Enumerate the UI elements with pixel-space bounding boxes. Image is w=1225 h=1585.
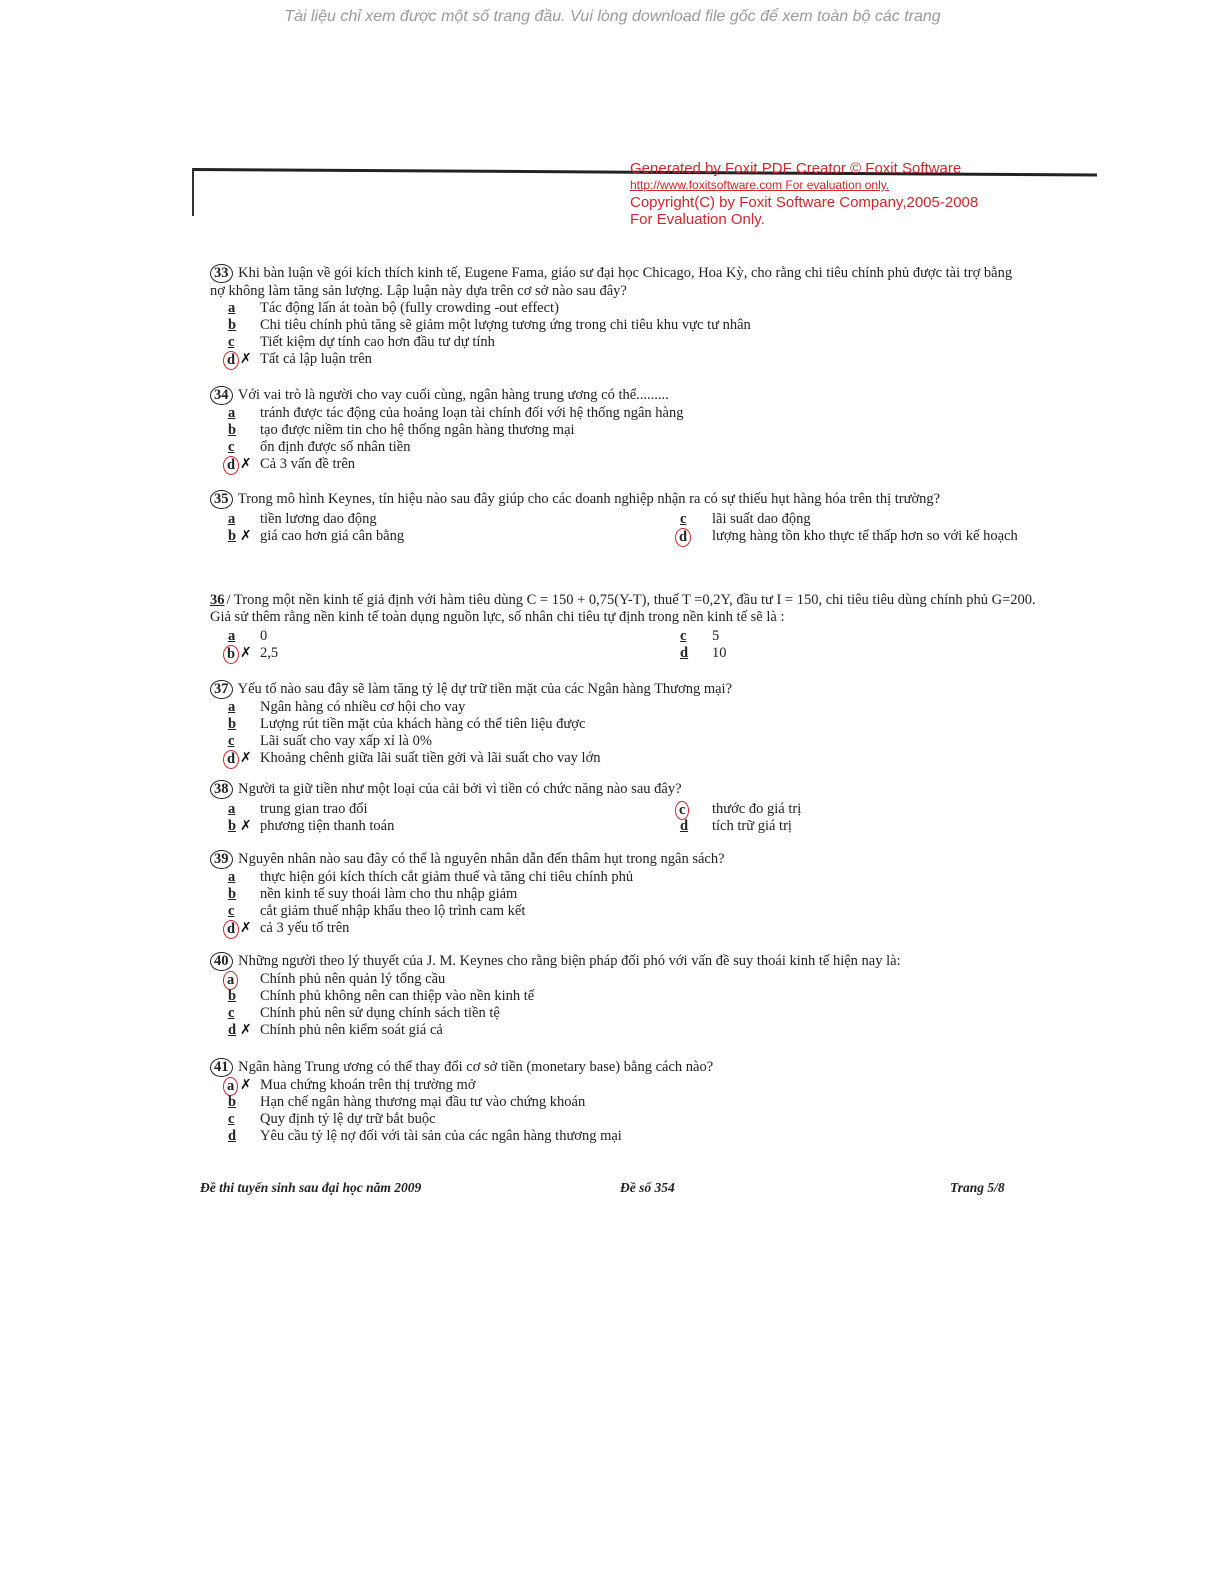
option-text: Khoảng chênh giữa lãi suất tiền gởi và lãi suất cho vay lớn	[260, 750, 601, 766]
option-letter-circled: d	[223, 456, 239, 475]
question-number: 38	[210, 780, 233, 799]
option-d-selected	[228, 920, 1030, 937]
option-letter: a	[228, 628, 236, 644]
option-a-selected	[228, 971, 1030, 988]
option-text: 2,5	[260, 645, 279, 661]
option-letter-circled: a	[223, 1077, 238, 1096]
question-39	[210, 850, 1030, 937]
option-text: giá cao hơn giá cân bằng	[260, 528, 405, 544]
option-text: Tất cả lập luận trên	[260, 351, 372, 367]
option-d-selected	[228, 456, 1030, 473]
option-text: tạo được niềm tin cho hệ thống ngân hàng thương mại	[260, 422, 575, 438]
option-b-selected	[228, 645, 628, 662]
option-text: 0	[260, 628, 268, 644]
option-letter: b	[228, 886, 237, 902]
preview-notice: Tài liệu chỉ xem được một số trang đầu. Vui lòng download file gốc để xem toàn bộ các trang	[284, 8, 941, 25]
footer-exam-code: Đề số 354	[620, 1180, 675, 1195]
scanned-page	[190, 160, 1100, 1220]
footer-exam-title: Đề thi tuyển sinh sau đại học năm 2009	[200, 1180, 422, 1195]
option-a	[228, 300, 1030, 317]
option-letter-circled: d	[223, 920, 239, 939]
option-letter: c	[228, 903, 235, 919]
foxit-watermark	[630, 160, 978, 228]
option-letter: b	[228, 988, 237, 1004]
option-letter: b	[228, 818, 237, 834]
option-letter: d	[228, 1022, 237, 1038]
question-number: 34	[210, 386, 233, 405]
option-text: Lãi suất cho vay xấp xỉ là 0%	[260, 733, 432, 749]
option-a	[228, 801, 628, 818]
option-text: tích trữ giá trị	[712, 818, 792, 834]
footer-page-number: Trang 5/8	[950, 1180, 1005, 1195]
watermark-line-1: Generated by Foxit PDF Creator © Foxit Software	[630, 160, 962, 177]
question-number: 33	[210, 264, 233, 283]
option-b	[228, 317, 1030, 334]
question-number: 40	[210, 952, 233, 971]
option-text: Quy định tỷ lệ dự trữ bắt buộc	[260, 1111, 436, 1127]
option-text: Hạn chế ngân hàng thương mại đầu tư vào chứng khoán	[260, 1094, 586, 1110]
option-letter: a	[228, 699, 236, 715]
option-d	[228, 1128, 1030, 1145]
option-letter: b	[228, 317, 237, 333]
option-letter: b	[228, 716, 237, 732]
question-40	[210, 952, 1030, 1039]
option-c	[228, 1111, 1030, 1128]
option-letter: c	[228, 1005, 235, 1021]
question-text: Trong một nền kinh tế giả định với hàm tiêu dùng C = 150 + 0,75(Y-T), thuế T =0,2Y, đầu tư I = 150, chi tiêu tiêu dùng chính phủ G=200. Giả sử thêm rằng nền kinh tế toàn dụng nguồn lực, số nhân chi tiêu tự định trong nền kinh tế sẽ là :	[210, 592, 1036, 625]
cross-mark: ✗	[240, 352, 252, 367]
option-text: cắt giảm thuế nhập khẩu theo lộ trình cam kết	[260, 903, 526, 919]
option-d	[680, 818, 940, 835]
option-a	[228, 405, 1030, 422]
option-c	[228, 439, 1030, 456]
cross-mark: ✗	[240, 751, 252, 766]
question-text: Khi bàn luận về gói kích thích kinh tế, Eugene Fama, giáo sư đại học Chicago, Hoa Kỳ, cho rằng chi tiêu chính phủ được tài trợ bằng nợ không làm tăng sản lượng. Lập luận này dựa trên cơ sở nào sau đây?	[210, 265, 1013, 299]
question-36: 36 / Trong một nền kinh tế giả định với hàm tiêu dùng C = 150 + 0,75(Y-T), thuế T =0,2Y, đầu tư I = 150, chi tiêu tiêu dùng chính phủ G=200. Giả sử thêm rằng nền kinh tế toàn dụng nguồn lực, số nhân chi tiêu tự định trong nền kinh tế sẽ là : a 0 b ✗ 2,5 c 5 d 10	[210, 592, 1036, 662]
option-text: Ngân hàng có nhiều cơ hội cho vay	[260, 699, 466, 715]
option-b	[228, 716, 1030, 733]
cross-mark: ✗	[240, 1023, 252, 1038]
option-letter: d	[228, 1128, 237, 1144]
option-b	[228, 818, 628, 835]
cross-mark: ✗	[240, 457, 252, 472]
left-rule	[192, 168, 194, 216]
option-letter-circled: d	[223, 750, 239, 769]
option-letter-circled: c	[675, 801, 689, 820]
option-b	[228, 422, 1030, 439]
option-letter: b	[228, 422, 237, 438]
option-letter: d	[680, 818, 689, 834]
option-letter: d	[680, 645, 689, 661]
option-letter-circled: a	[223, 971, 238, 990]
option-text: tránh được tác động của hoảng loạn tài chính đối với hệ thống ngân hàng	[260, 405, 684, 421]
option-a	[228, 699, 1030, 716]
option-a	[228, 511, 628, 528]
cross-mark: ✗	[240, 529, 252, 544]
question-41	[210, 1058, 1030, 1145]
option-letter: c	[228, 334, 235, 350]
option-letter: a	[228, 511, 236, 527]
option-text: Mua chứng khoán trên thị trường mở	[260, 1077, 476, 1093]
option-c	[228, 733, 1030, 750]
question-text: Người ta giữ tiền như một loại của cải bởi vì tiền có chức năng nào sau đây?	[238, 781, 682, 797]
option-text: lãi suất dao động	[712, 511, 811, 527]
cross-mark: ✗	[240, 819, 252, 834]
question-33	[210, 264, 1030, 368]
option-text: 5	[712, 628, 720, 644]
cross-mark: ✗	[240, 921, 252, 936]
option-text: 10	[712, 645, 727, 661]
option-letter-circled: b	[223, 645, 239, 664]
option-text: phương tiện thanh toán	[260, 818, 395, 834]
cross-mark: ✗	[240, 1078, 252, 1093]
question-number: 36	[210, 592, 225, 608]
watermark-line-4: For Evaluation Only.	[630, 211, 765, 228]
question-text: Yếu tố nào sau đây sẽ làm tăng tỷ lệ dự trữ tiền mặt của các Ngân hàng Thương mại?	[237, 681, 733, 697]
option-text: cả 3 yếu tố trên	[260, 920, 350, 936]
question-number: 37	[210, 680, 233, 699]
watermark-line-2: http://www.foxitsoftware.com For evaluation only.	[630, 178, 890, 192]
option-letter-circled: d	[675, 528, 691, 547]
option-text: nền kinh tế suy thoái làm cho thu nhập giảm	[260, 886, 518, 902]
option-text: tiền lương dao động	[260, 511, 377, 527]
option-d-selected	[228, 351, 1030, 368]
question-text: Trong mô hình Keynes, tín hiệu nào sau đây giúp cho các doanh nghiệp nhận ra có sự thiếu hụt hàng hóa trên thị trường?	[237, 491, 941, 507]
option-c-selected	[680, 801, 940, 818]
option-text: Chính phủ nên kiểm soát giá cả	[260, 1022, 443, 1038]
option-letter: b	[228, 528, 237, 544]
option-letter: a	[228, 869, 236, 885]
option-text: Tiết kiệm dự tính cao hơn đầu tư dự tính	[260, 334, 495, 350]
option-b	[228, 1094, 1030, 1111]
option-text: Chi tiêu chính phủ tăng sẽ giảm một lượng tương ứng trong chi tiêu khu vực tư nhân	[260, 317, 751, 333]
question-34	[210, 386, 1030, 473]
option-text: ổn định được số nhân tiền	[260, 439, 411, 455]
option-text: Yêu cầu tỷ lệ nợ đối với tài sản của các ngân hàng thương mại	[260, 1128, 622, 1144]
question-number: 35	[210, 490, 233, 509]
question-35	[210, 490, 1030, 569]
option-c	[228, 1005, 1030, 1022]
option-b	[228, 988, 1030, 1005]
option-text: thực hiện gói kích thích cắt giảm thuế và tăng chi tiêu chính phủ	[260, 869, 634, 885]
option-text: lượng hàng tồn kho thực tế thấp hơn so với kế hoạch	[712, 528, 1018, 544]
cross-mark: ✗	[240, 646, 252, 661]
option-d-selected	[228, 750, 1030, 767]
option-letter: c	[680, 628, 687, 644]
option-text: Chính phủ không nên can thiệp vào nền kinh tế	[260, 988, 535, 1004]
option-letter: a	[228, 801, 236, 817]
watermark-line-3: Copyright(C) by Foxit Software Company,2005-2008	[630, 194, 979, 211]
option-text: Cả 3 vấn đề trên	[260, 456, 356, 472]
option-letter-circled: d	[223, 351, 239, 370]
option-letter: c	[228, 1111, 235, 1127]
option-letter: c	[228, 439, 235, 455]
option-c	[228, 903, 1030, 920]
question-text: Với vai trò là người cho vay cuối cùng, ngân hàng trung ương có thể.........	[237, 387, 669, 403]
option-text: Chính phủ nên sử dụng chính sách tiền tệ	[260, 1005, 500, 1021]
question-text: Ngân hàng Trung ương có thể thay đổi cơ sở tiền (monetary base) bằng cách nào?	[238, 1059, 714, 1075]
question-text: Nguyên nhân nào sau đây có thể là nguyên nhân dẫn đến thâm hụt trong ngân sách?	[238, 851, 725, 867]
question-38	[210, 780, 1030, 841]
option-letter: c	[228, 733, 235, 749]
option-a-selected	[228, 1077, 1030, 1094]
option-d	[680, 645, 880, 662]
option-d-selected	[680, 528, 1020, 562]
option-c	[680, 628, 880, 645]
question-37	[210, 680, 1030, 767]
page-footer	[200, 1180, 1020, 1196]
option-letter: a	[228, 300, 236, 316]
option-text: Tác động lấn át toàn bộ (fully crowding -out effect)	[260, 300, 559, 316]
option-b	[228, 528, 628, 545]
option-a	[228, 628, 628, 645]
option-letter: c	[680, 511, 687, 527]
option-text: Lượng rút tiền mặt của khách hàng có thể tiên liệu được	[260, 716, 586, 732]
option-a	[228, 869, 1030, 886]
option-b	[228, 886, 1030, 903]
option-letter: a	[228, 405, 236, 421]
option-text: Chính phủ nên quản lý tổng cầu	[260, 971, 446, 987]
option-c	[228, 334, 1030, 351]
question-number: 39	[210, 850, 233, 869]
option-text: trung gian trao đổi	[260, 801, 368, 817]
question-text: Những người theo lý thuyết của J. M. Keynes cho rằng biện pháp đối phó với vấn đề suy thoái kinh tế hiện nay là:	[238, 953, 901, 969]
question-number: 41	[210, 1058, 233, 1077]
option-c	[680, 511, 1020, 528]
option-letter: b	[228, 1094, 237, 1110]
option-d	[228, 1022, 1030, 1039]
option-text: thước đo giá trị	[712, 801, 802, 817]
